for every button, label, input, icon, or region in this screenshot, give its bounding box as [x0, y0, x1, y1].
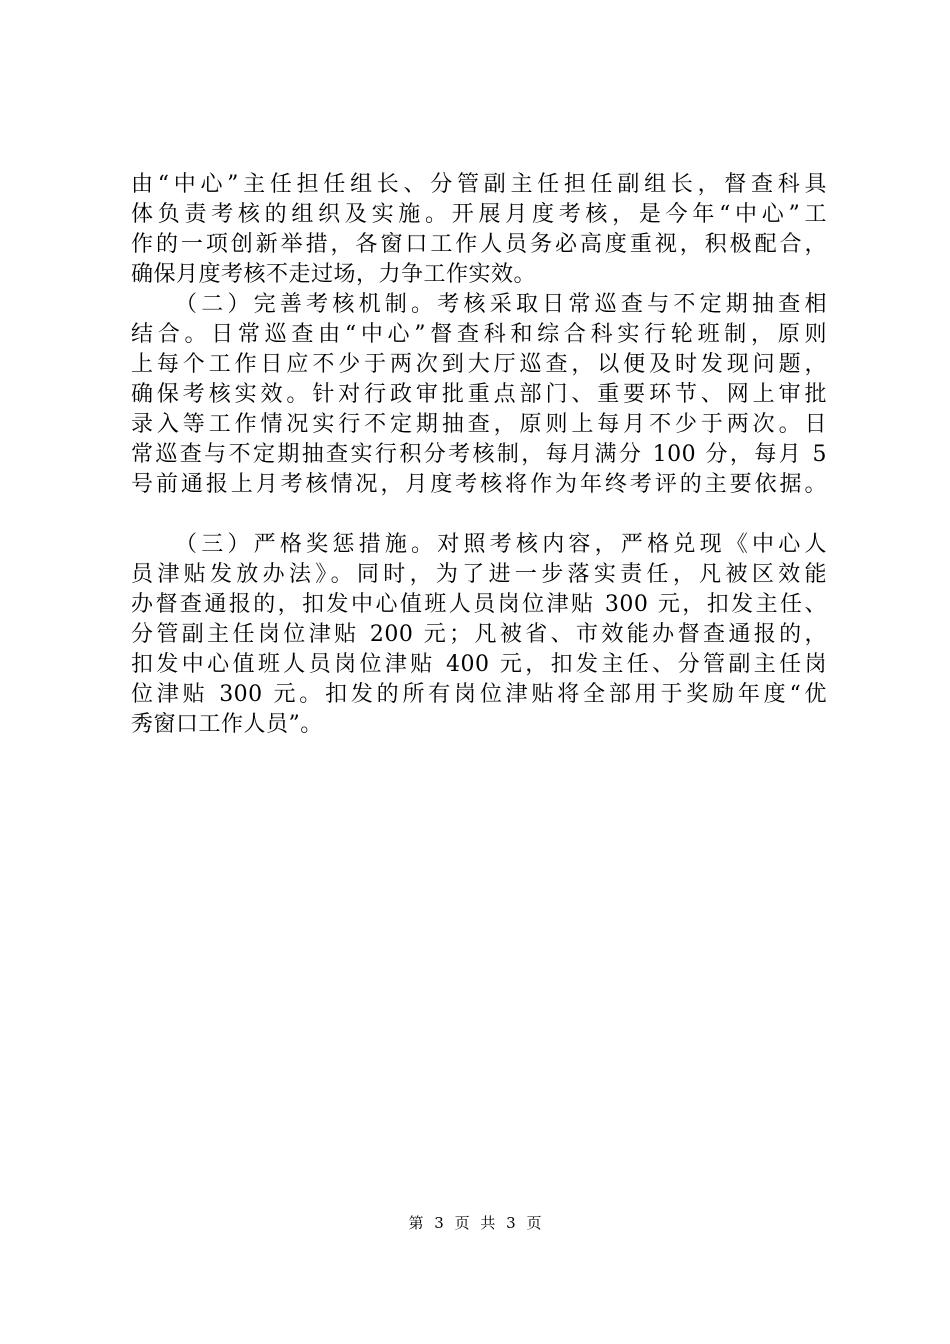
paragraph-responsibility: [131, 170, 827, 290]
text-line: 扣发中心值班人员岗位津贴 400 元，扣发主任、分管副主任岗: [131, 652, 827, 677]
text-line: 上每个工作日应不少于两次到大厅巡查，以便及时发现问题，: [131, 352, 827, 377]
text-line: 常巡查与不定期抽查实行积分考核制，每月满分 100 分，每月 5: [131, 442, 827, 467]
text-line: 录入等工作情况实行不定期抽查，原则上每月不少于两次。日: [131, 412, 827, 437]
text-line: 确保考核实效。针对行政审批重点部门、重要环节、网上审批: [131, 382, 827, 407]
page-number-footer: 第 3 页 共 3 页: [408, 1214, 542, 1232]
text-line: 办督查通报的，扣发中心值班人员岗位津贴 300 元，扣发主任、: [131, 592, 827, 617]
text-line: 号前通报上月考核情况，月度考核将作为年终考评的主要依据。: [131, 472, 827, 497]
text-line: 秀窗口工作人员”。: [131, 712, 323, 737]
text-line: 位津贴 300 元。扣发的所有岗位津贴将全部用于奖励年度“优: [131, 682, 827, 707]
paragraph-heading-line: （二）完善考核机制。考核采取日常巡查与不定期抽查相: [175, 292, 827, 317]
text-line: 体负责考核的组织及实施。开展月度考核，是今年“中心”工: [131, 202, 827, 227]
paragraph-spacer: [131, 500, 827, 530]
text-line: 结合。日常巡查由“中心”督查科和综合科实行轮班制，原则: [131, 322, 827, 347]
paragraph-heading-line: （三）严格奖惩措施。对照考核内容，严格兑现《中心人: [175, 532, 827, 557]
paragraph-rewards-penalties: [131, 530, 827, 740]
text-line: 作的一项创新举措，各窗口工作人员务必高度重视，积极配合，: [131, 232, 827, 257]
document-body: [131, 170, 827, 740]
text-line: 员津贴发放办法》。同时，为了进一步落实责任，凡被区效能: [131, 562, 827, 587]
text-line: 确保月度考核不走过场，力争工作实效。: [131, 262, 537, 287]
text-line: 由“中心”主任担任组长、分管副主任担任副组长，督查科具: [131, 172, 827, 197]
text-line: 分管副主任岗位津贴 200 元；凡被省、市效能办督查通报的，: [131, 622, 827, 647]
paragraph-assessment-mechanism: [131, 290, 827, 500]
